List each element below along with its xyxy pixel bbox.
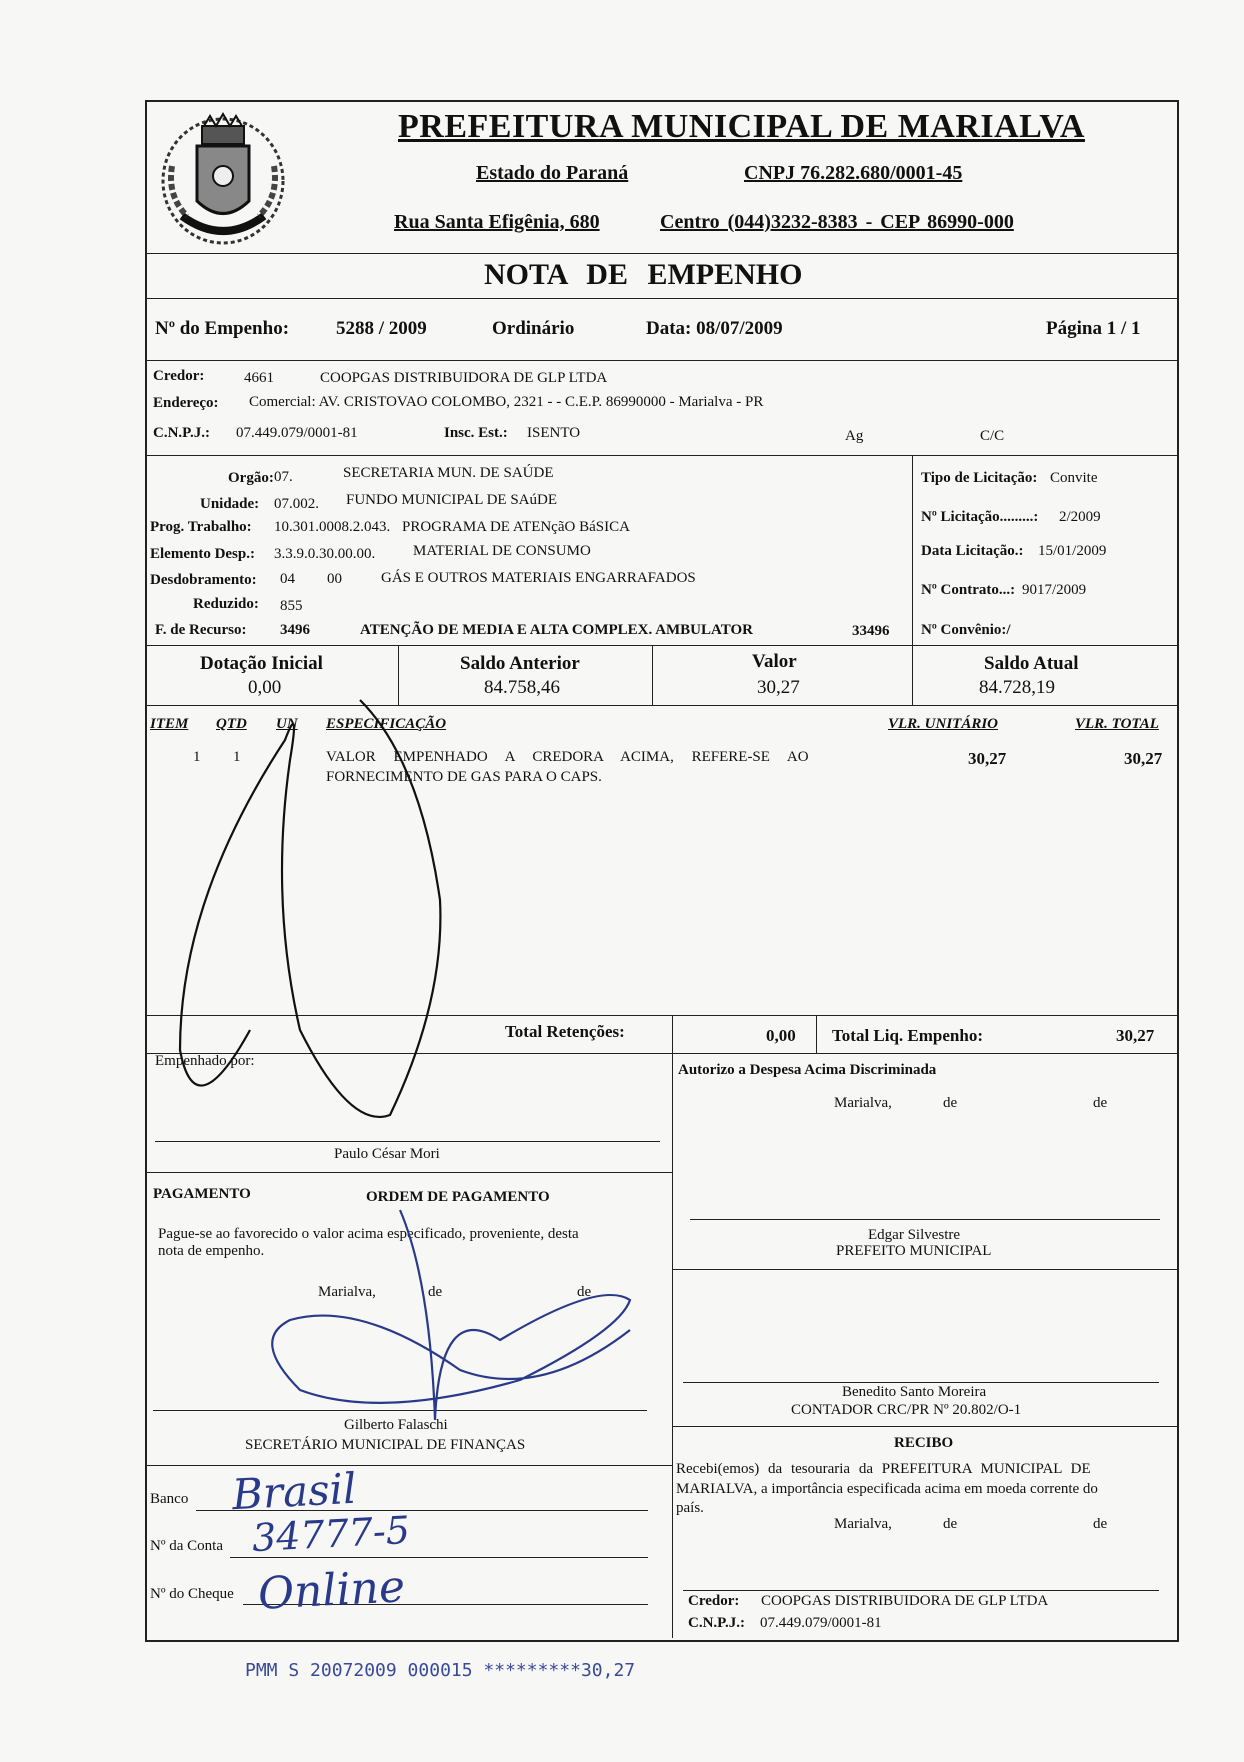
- credor-code: 4661: [244, 370, 274, 386]
- retencoes-value: 0,00: [766, 1026, 796, 1045]
- prefeito-name: Edgar Silvestre: [868, 1227, 961, 1243]
- col-total: VLR. TOTAL: [1075, 716, 1159, 732]
- retencoes-label: Total Retenções:: [505, 1022, 625, 1041]
- col-item: ITEM: [150, 716, 189, 732]
- header-district-phone: Centro (044)3232-8383 - CEP 86990-000: [660, 211, 1014, 233]
- cnpj-label: C.N.P.J.:: [153, 425, 210, 441]
- orgao-name: SECRETARIA MUN. DE SAÚDE: [343, 465, 554, 481]
- contador-title: CONTADOR CRC/PR Nº 20.802/O-1: [791, 1402, 1022, 1418]
- col-esp: ESPECIFICAÇÃO: [326, 716, 447, 732]
- saldo-atual-value: 84.728,19: [979, 677, 1055, 698]
- recibo-city: Marialva,: [834, 1516, 892, 1532]
- rec-name: ATENÇÃO DE MEDIA E ALTA COMPLEX. AMBULATOR: [360, 622, 753, 638]
- row-spec-line1: VALOR EMPENHADO A CREDORA ACIMA, REFERE-SE AO: [326, 749, 809, 765]
- recibo-credor: COOPGAS DISTRIBUIDORA DE GLP LTDA: [761, 1593, 1049, 1609]
- banco-label: Banco: [150, 1491, 189, 1507]
- contador-name: Benedito Santo Moreira: [842, 1384, 987, 1400]
- recibo-cnpj-label: C.N.P.J.:: [688, 1615, 745, 1631]
- recibo-label: RECIBO: [894, 1435, 954, 1451]
- header-state: Estado do Paraná: [476, 162, 629, 184]
- valor-label: Valor: [752, 651, 797, 672]
- liquido-label: Total Liq. Empenho:: [832, 1026, 983, 1045]
- address-label: Endereço:: [153, 395, 219, 411]
- prog-code: 10.301.0008.2.043.: [274, 519, 391, 535]
- credor-label: Credor:: [153, 368, 205, 384]
- rec-label: F. de Recurso:: [155, 622, 247, 638]
- col-qtd: QTD: [216, 716, 247, 732]
- header-address: Rua Santa Efigênia, 680: [394, 211, 600, 233]
- pagamento-city: Marialva,: [318, 1284, 376, 1300]
- unidade-name: FUNDO MUNICIPAL DE SAúDE: [346, 492, 557, 508]
- licitacao-tipo: Convite: [1050, 470, 1098, 486]
- red-code: 855: [280, 598, 303, 614]
- dotacao-label: Dotação Inicial: [200, 653, 323, 674]
- orgao-label: Orgão:: [228, 470, 274, 486]
- desd-code2: 00: [327, 571, 342, 587]
- cc-label: C/C: [980, 428, 1005, 444]
- empenho-label: Nº do Empenho:: [155, 318, 290, 339]
- empenho-date: Data: 08/07/2009: [646, 318, 783, 339]
- prog-label: Prog. Trabalho:: [150, 519, 252, 535]
- autorizo-city: Marialva,: [834, 1095, 892, 1111]
- pagamento-de2: de: [577, 1284, 592, 1300]
- empenho-number: 5288 / 2009: [336, 318, 427, 339]
- red-label: Reduzido:: [193, 596, 259, 612]
- pagamento-de1: de: [428, 1284, 443, 1300]
- pagamento-label: PAGAMENTO: [153, 1186, 251, 1202]
- ordem-pagamento-label: ORDEM DE PAGAMENTO: [366, 1189, 550, 1205]
- unidade-code: 07.002.: [274, 496, 319, 512]
- pagamento-text2: nota de empenho.: [158, 1243, 265, 1259]
- insc-label: Insc. Est.:: [444, 425, 508, 441]
- recibo-text1: Recebi(emos) da tesouraria da PREFEITURA MUNICIPAL DE: [676, 1461, 1091, 1477]
- licitacao-tipo-label: Tipo de Licitação:: [921, 470, 1038, 486]
- autorizo-de1: de: [943, 1095, 958, 1111]
- pagamento-text1: Pague-se ao favorecido o valor acima especificado, proveniente, desta: [158, 1226, 579, 1242]
- cheque-label: Nº do Cheque: [150, 1586, 234, 1602]
- valor-value: 30,27: [757, 677, 800, 698]
- orgao-code: 07.: [274, 469, 293, 485]
- credor-address: Comercial: AV. CRISTOVAO COLOMBO, 2321 - - C.E.P. 86990000 - Marialva - PR: [249, 394, 764, 410]
- desd-code1: 04: [280, 571, 295, 587]
- secretario-title: SECRETÁRIO MUNICIPAL DE FINANÇAS: [245, 1437, 526, 1453]
- recibo-text3: país.: [676, 1500, 704, 1516]
- handwritten-cheque: Online: [256, 1561, 407, 1620]
- row-total: 30,27: [1124, 749, 1163, 768]
- handwritten-banco: Brasil: [230, 1463, 358, 1520]
- licitacao-num: 2/2009: [1059, 509, 1101, 525]
- empenho-type: Ordinário: [492, 318, 575, 339]
- prog-name: PROGRAMA DE ATENçãO BáSICA: [402, 519, 630, 535]
- elem-name: MATERIAL DE CONSUMO: [413, 543, 591, 559]
- elem-label: Elemento Desp.:: [150, 546, 255, 562]
- empenho-page: Página 1 / 1: [1046, 318, 1141, 339]
- doc-title: NOTA DE EMPENHO: [484, 258, 803, 291]
- saldo-atual-label: Saldo Atual: [984, 653, 1079, 674]
- saldo-anterior-label: Saldo Anterior: [460, 653, 580, 674]
- recibo-cnpj: 07.449.079/0001-81: [760, 1615, 882, 1631]
- recibo-credor-label: Credor:: [688, 1593, 740, 1609]
- liquido-value: 30,27: [1116, 1026, 1155, 1045]
- convenio: Nº Convênio:/: [921, 622, 1011, 638]
- prefeito-title: PREFEITO MUNICIPAL: [836, 1243, 992, 1259]
- credor-name: COOPGAS DISTRIBUIDORA DE GLP LTDA: [320, 370, 608, 386]
- header-title: PREFEITURA MUNICIPAL DE MARIALVA: [398, 108, 1085, 145]
- rec-code: 3496: [280, 622, 310, 638]
- recibo-text2: MARIALVA, a importância especificada acima em moeda corrente do: [676, 1481, 1098, 1497]
- unidade-label: Unidade:: [200, 496, 260, 512]
- credor-insc: ISENTO: [527, 425, 581, 441]
- credor-cnpj: 07.449.079/0001-81: [236, 425, 358, 441]
- stamp-line: PMM S 20072009 000015 *********30,27: [245, 1660, 636, 1681]
- licitacao-data: 15/01/2009: [1038, 543, 1107, 559]
- secretario-name: Gilberto Falaschi: [344, 1417, 448, 1433]
- col-unit: VLR. UNITÁRIO: [888, 716, 999, 732]
- conta-label: Nº da Conta: [150, 1538, 223, 1554]
- dotacao-value: 0,00: [248, 677, 282, 698]
- licitacao-num-label: Nº Licitação.........:: [921, 509, 1039, 525]
- desd-name: GÁS E OUTROS MATERIAIS ENGARRAFADOS: [381, 570, 696, 586]
- row-qtd: 1: [233, 749, 241, 765]
- desd-label: Desdobramento:: [150, 572, 257, 588]
- contrato-label: Nº Contrato...:: [921, 582, 1016, 598]
- handwritten-conta: 34777-5: [250, 1507, 411, 1561]
- elem-code: 3.3.9.0.30.00.00.: [274, 546, 376, 562]
- rec-code2: 33496: [852, 623, 890, 639]
- ag-label: Ag: [845, 428, 864, 444]
- contrato: 9017/2009: [1022, 582, 1087, 598]
- licitacao-data-label: Data Licitação.:: [921, 543, 1024, 559]
- header-cnpj: CNPJ 76.282.680/0001-45: [744, 162, 963, 184]
- recibo-de2: de: [1093, 1516, 1108, 1532]
- row-spec-line2: FORNECIMENTO DE GAS PARA O CAPS.: [326, 769, 602, 785]
- saldo-anterior-value: 84.758,46: [484, 677, 560, 698]
- empenhado-label: Empenhado por:: [155, 1053, 255, 1069]
- empenhado-name: Paulo César Mori: [334, 1146, 440, 1162]
- col-un: UN: [276, 716, 298, 732]
- row-unit: 30,27: [968, 749, 1007, 768]
- row-item: 1: [193, 749, 201, 765]
- recibo-de1: de: [943, 1516, 958, 1532]
- autorizo-de2: de: [1093, 1095, 1108, 1111]
- autorizo-label: Autorizo a Despesa Acima Discriminada: [678, 1062, 937, 1078]
